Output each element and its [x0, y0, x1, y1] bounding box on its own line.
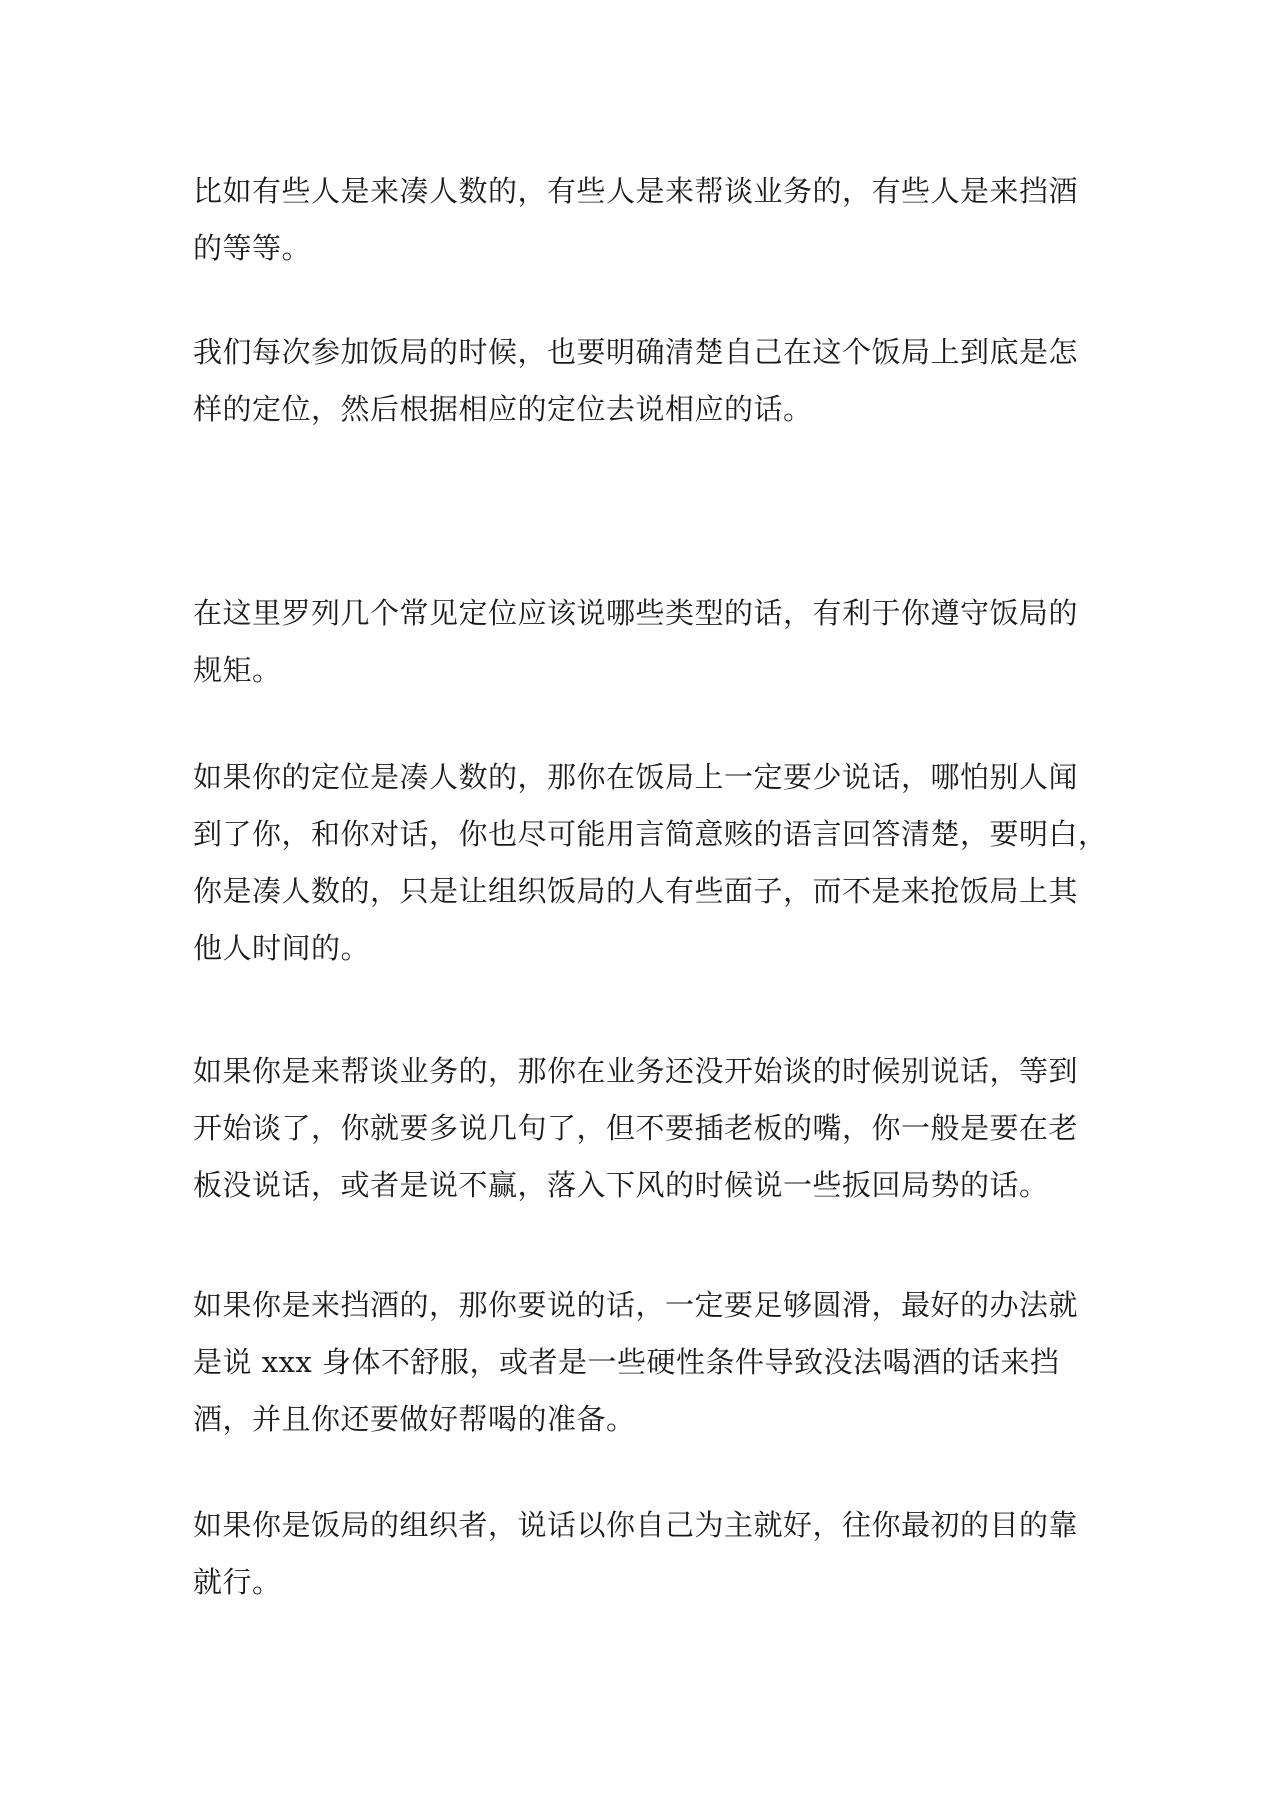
paragraph-line: 在这里罗列几个常见定位应该说哪些类型的话，有利于你遵守饭局的	[193, 596, 1079, 630]
paragraph-line: 的等等。	[193, 231, 312, 265]
paragraph-line: 规矩。	[193, 653, 282, 687]
paragraph-line: 板没说话，或者是说不赢，落入下风的时候说一些扳回局势的话。	[193, 1168, 1049, 1202]
paragraph-line: 如果你的定位是凑人数的，那你在饭局上一定要少说话，哪怕别人闻	[193, 760, 1079, 794]
paragraph-line: 我们每次参加饭局的时候，也要明确清楚自己在这个饭局上到底是怎	[193, 335, 1079, 369]
paragraph-roles-at-dinner	[193, 163, 1083, 277]
paragraph-drink-blocker	[193, 1277, 1083, 1448]
paragraph-business-helper	[193, 1043, 1083, 1214]
paragraph-filler-guest	[193, 749, 1108, 977]
paragraph-line: 如果你是来挡酒的，那你要说的话，一定要足够圆滑，最好的办法就	[193, 1288, 1079, 1322]
paragraph-organizer	[193, 1497, 1083, 1611]
paragraph-line: 比如有些人是来凑人数的，有些人是来帮谈业务的，有些人是来挡酒	[193, 174, 1079, 208]
paragraph-line: 如果你是饭局的组织者，说话以你自己为主就好，往你最初的目的靠	[193, 1508, 1079, 1542]
paragraph-line: 酒，并且你还要做好帮喝的准备。	[193, 1402, 636, 1436]
paragraph-line: 就行。	[193, 1565, 282, 1599]
paragraph-line: 开始谈了，你就要多说几句了，但不要插老板的嘴，你一般是要在老	[193, 1111, 1079, 1145]
paragraph-line: 如果你是来帮谈业务的，那你在业务还没开始谈的时候别说话，等到	[193, 1054, 1079, 1088]
paragraph-line: 到了你，和你对话，你也尽可能用言简意赅的语言回答清楚，要明白，	[193, 817, 1108, 851]
paragraph-list-intro	[193, 585, 1083, 699]
paragraph-line: 是说 xxx 身体不舒服，或者是一些硬性条件导致没法喝酒的话来挡	[193, 1345, 1060, 1379]
paragraph-line: 你是凑人数的，只是让组织饭局的人有些面子，而不是来抢饭局上其	[193, 874, 1079, 908]
paragraph-know-your-position	[193, 324, 1083, 438]
paragraph-line: 样的定位，然后根据相应的定位去说相应的话。	[193, 392, 813, 426]
paragraph-line: 他人时间的。	[193, 931, 371, 965]
